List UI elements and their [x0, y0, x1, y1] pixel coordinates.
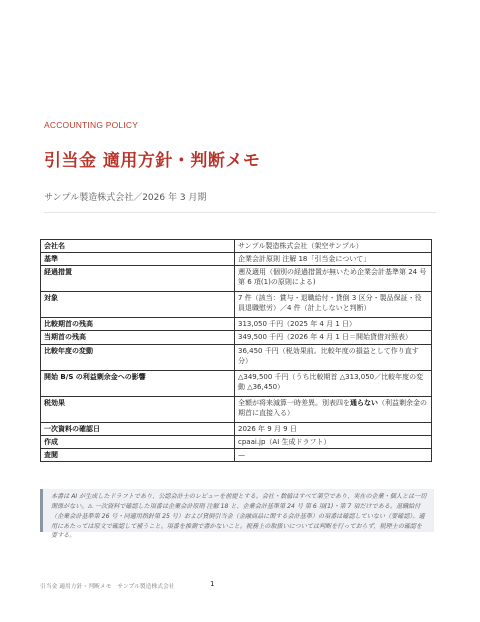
footer-text: 引当金 適用方針・判断メモ サンプル製造株式会社: [40, 584, 175, 590]
disclaimer-note: 本書は AI が生成したドラフトであり、公認会計士のレビューを前提とする。会社・数値はすべて架空であり、実在の企業・個人とは一切関係がない。⚠ 一次資料で確認した項番は企業会計原則 注解 18 と、企業会計基準第 24 号 第 6 項(1)・第 7 項だけである。退職給付（企業会計基準第 26 号・同適用指針第 25 号）および貸倒引当金（金融商品に関する会計基準）の項番は確認していない（要確認）。適用にあたっては原文で確認して補うこと。項番を推測で書かないこと。税務上の取扱いについては判断を行っておらず、税理士の確認を要する。: [40, 489, 434, 532]
row-value: —: [235, 448, 432, 461]
table-row: [41, 292, 432, 318]
table-row: [41, 448, 432, 461]
row-value: △349,500 千円（うち比較期首 △313,050／比較年度の変動 △36,450）: [235, 370, 432, 396]
page-number: 1: [210, 580, 215, 588]
table-row: [41, 435, 432, 448]
row-key: 作成: [41, 435, 235, 448]
row-value: 遡及適用（個別の経過措置が無いため企業会計基準第 24 号 第 6 項(1)の原則による): [235, 266, 432, 292]
table-row: [41, 266, 432, 292]
row-key: 基準: [41, 253, 235, 266]
tax-text-post: （利益剰余金の期首に直接入る）: [238, 398, 427, 417]
row-value: cpaai.jp（AI 生成ドラフト）: [235, 435, 432, 448]
table-row: [41, 253, 432, 266]
row-key: 一次資料の確認日: [41, 422, 235, 435]
table-row: [41, 396, 432, 422]
row-value: [235, 396, 432, 422]
table-row: [41, 370, 432, 396]
row-key: 税効果: [41, 396, 235, 422]
header-divider: [44, 212, 436, 213]
page-subtitle: サンプル製造株式会社／2026 年 3 月期: [44, 193, 207, 203]
summary-table: [40, 239, 432, 462]
row-key: 当期首の残高: [41, 331, 235, 344]
table-row: [41, 422, 432, 435]
table-row: [41, 331, 432, 344]
page-title: 引当金 適用方針・判断メモ: [44, 151, 261, 171]
eyebrow-label: ACCOUNTING POLICY: [44, 120, 139, 130]
row-value: 2026 年 9 月 9 日: [235, 422, 432, 435]
table-row: [41, 240, 432, 253]
row-key: 比較期首の残高: [41, 318, 235, 331]
row-key: 経過措置: [41, 266, 235, 292]
row-value: 企業会計原則 注解 18「引当金について」: [235, 253, 432, 266]
row-key: 比較年度の変動: [41, 344, 235, 370]
row-value: 313,050 千円（2025 年 4 月 1 日）: [235, 318, 432, 331]
row-value: 349,500 千円（2026 年 4 月 1 日＝開始貸借対照表）: [235, 331, 432, 344]
page-footer: [40, 580, 215, 590]
table-row: [41, 344, 432, 370]
row-key: 対象: [41, 292, 235, 318]
table-row: [41, 318, 432, 331]
row-value: 7 件（該当：賞与・退職給付・貸倒 3 区分・製品保証・役員退職慰労）／4 件（計上しないと判断）: [235, 292, 432, 318]
row-value: 36,450 千円（税効果前。比較年度の損益として作り直す分）: [235, 344, 432, 370]
row-value: サンプル製造株式会社（架空サンプル）: [235, 240, 432, 253]
row-key: 会社名: [41, 240, 235, 253]
tax-text-pre: 全額が将来減算一時差異。別表四を: [238, 398, 350, 407]
row-key: 開始 B/S の利益剰余金への影響: [41, 370, 235, 396]
row-key: 査閲: [41, 448, 235, 461]
tax-text-emphasis: 通らない: [350, 398, 378, 407]
